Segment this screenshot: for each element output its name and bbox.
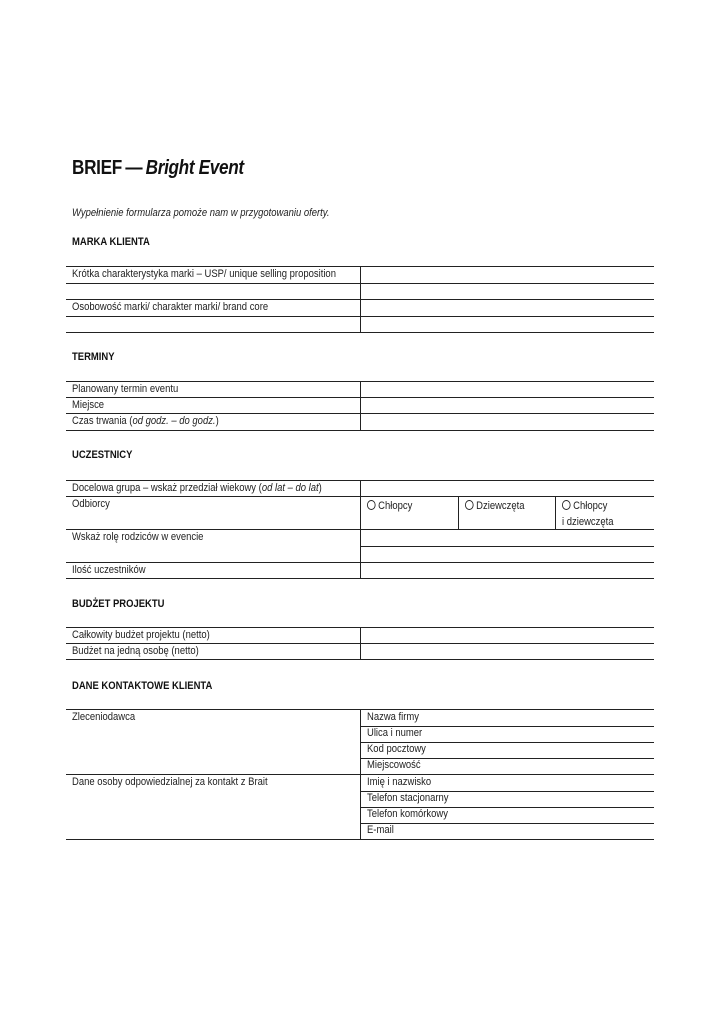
table-kontakt	[66, 709, 654, 840]
radio-chlopcy[interactable]: Chłopcy	[361, 497, 458, 529]
field-label-usp: Krótka charakterystyka marki – USP/ unique selling proposition	[72, 268, 336, 280]
table-row	[66, 529, 654, 562]
field-ulica[interactable]: Ulica i numer	[361, 726, 654, 743]
field-input-rodzice[interactable]	[360, 530, 654, 562]
field-input-brand-core-extra[interactable]	[360, 317, 654, 332]
field-nazwa-firmy[interactable]: Nazwa firmy	[361, 710, 654, 727]
odbiorcy-options	[360, 497, 654, 529]
field-input-budzet-osoba[interactable]	[360, 644, 654, 659]
field-miejscowosc[interactable]: Miejscowość	[367, 759, 421, 771]
field-telefon-stacjonarny[interactable]: Telefon stacjonarny	[361, 791, 654, 808]
table-uczestnicy	[66, 480, 654, 579]
field-label-budzet-calkowity: Całkowity budżet projektu (netto)	[72, 629, 210, 641]
field-email[interactable]: E-mail	[367, 824, 394, 836]
field-label-miejsce: Miejsce	[72, 399, 105, 411]
field-input-miejsce[interactable]	[360, 398, 654, 413]
radio-circle-icon	[465, 500, 474, 510]
title-main: BRIEF	[72, 157, 122, 179]
field-label-zleceniodawca: Zleceniodawca	[72, 711, 136, 723]
table-marka	[66, 266, 654, 333]
field-label-odbiorcy: Odbiorcy	[72, 498, 110, 510]
table-row	[66, 316, 654, 333]
field-label-grupa: Docelowa grupa – wskaż przedział wiekowy (od lat – do lat)	[72, 482, 322, 494]
table-row	[66, 774, 654, 840]
field-kod-pocztowy[interactable]: Kod pocztowy	[361, 742, 654, 759]
field-input-budzet-calkowity[interactable]	[360, 628, 654, 643]
table-budzet	[66, 627, 654, 660]
radio-chlopcy-i-dziewczeta[interactable]: Chłopcy i dziewczęta	[555, 497, 654, 529]
field-imie-nazwisko[interactable]: Imię i nazwisko	[361, 775, 654, 792]
table-row	[66, 627, 654, 643]
table-row	[66, 496, 654, 529]
field-input-brand-core[interactable]	[360, 300, 654, 316]
section-title-uczestnicy: UCZESTNICY	[72, 449, 133, 461]
section-title-kontakt: DANE KONTAKTOWE KLIENTA	[72, 680, 213, 692]
table-terminy	[66, 381, 654, 431]
field-input-czas[interactable]	[360, 414, 654, 430]
table-row	[66, 266, 654, 283]
intro-text: Wypełnienie formularza pomoże nam w przygotowaniu oferty.	[72, 207, 330, 219]
field-label-osoba-kontaktowa: Dane osoby odpowiedzialnej za kontakt z Brait	[72, 776, 268, 788]
field-label-termin: Planowany termin eventu	[72, 383, 179, 395]
radio-circle-icon	[367, 500, 376, 510]
section-title-terminy: TERMINY	[72, 351, 115, 363]
page-title	[72, 157, 244, 180]
table-row	[66, 283, 654, 299]
title-dash: —	[125, 157, 143, 179]
table-row	[66, 381, 654, 397]
table-row	[66, 643, 654, 660]
field-label-brand-core: Osobowość marki/ charakter marki/ brand core	[72, 301, 269, 313]
field-input-usp-extra[interactable]	[360, 284, 654, 299]
field-input-ilosc[interactable]	[360, 563, 654, 578]
section-title-marka: MARKA KLIENTA	[72, 236, 150, 248]
title-subtitle: Bright Event	[145, 157, 244, 179]
field-input-termin[interactable]	[360, 382, 654, 397]
field-label-czas: Czas trwania (od godz. – do godz.)	[72, 415, 219, 427]
radio-circle-icon	[562, 500, 571, 510]
table-row	[66, 397, 654, 413]
field-label-budzet-osoba: Budżet na jedną osobę (netto)	[72, 645, 199, 657]
radio-dziewczeta[interactable]: Dziewczęta	[458, 497, 556, 529]
table-row	[66, 480, 654, 496]
table-row	[66, 299, 654, 316]
table-row	[66, 562, 654, 579]
table-row	[66, 709, 654, 774]
field-telefon-komorkowy[interactable]: Telefon komórkowy	[361, 807, 654, 824]
field-label-ilosc: Ilość uczestników	[72, 564, 146, 576]
field-input-grupa[interactable]	[360, 481, 654, 496]
section-title-budzet: BUDŻET PROJEKTU	[72, 598, 165, 610]
field-label-rodzice: Wskaż rolę rodziców w evencie	[72, 531, 204, 543]
table-row	[66, 413, 654, 431]
field-input-usp[interactable]	[360, 267, 654, 283]
